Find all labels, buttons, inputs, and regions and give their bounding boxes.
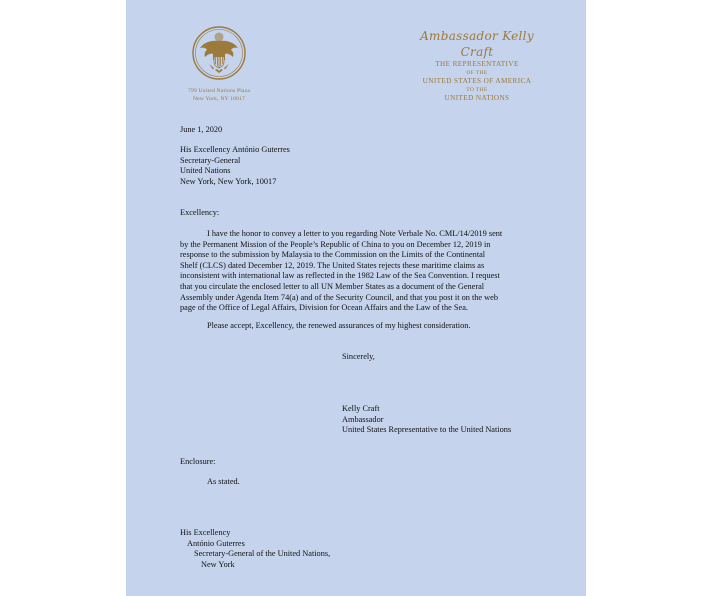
- envelope-line: His Excellency: [180, 528, 231, 537]
- envelope-line: New York: [201, 559, 235, 569]
- recipient-line: His Excellency António Guterres: [180, 145, 290, 154]
- letterhead-line-4: TO THE: [466, 86, 488, 93]
- letterhead-line-3: UNITED STATES OF AMERICA: [422, 77, 532, 85]
- body-paragraph-2: Please accept, Excellency, the renewed assurances of my highest consideration.: [207, 321, 471, 330]
- signer-position: United States Representative to the United Nations: [342, 425, 512, 435]
- envelope-line: António Guterres: [187, 538, 245, 548]
- signer-title: Ambassador: [342, 414, 384, 424]
- enclosure-label: Enclosure:: [180, 457, 216, 466]
- recipient-line: Secretary-General: [180, 155, 241, 165]
- paragraph-line: Shelf (CLCS) dated December 12, 2019. The United States rejects these maritime claims as: [180, 260, 485, 270]
- address-line-2: New York, NY 10017: [192, 96, 246, 102]
- salutation: Excellency:: [180, 208, 220, 217]
- paragraph-line: page of the Office of Legal Affairs, Division for Ocean Affairs and the Law of the Sea.: [180, 303, 468, 313]
- paragraph-line: by the Permanent Mission of the People’s Republic of China to you on December 12, 2019 in: [180, 239, 491, 249]
- embassy-address: [170, 87, 268, 103]
- letterhead-line-1: THE REPRESENTATIVE: [435, 60, 519, 68]
- letterhead-line-2: OF THE: [466, 69, 488, 76]
- paragraph-line: Assembly under Agenda Item 74(a) and of the Security Council, and that you post it on the web: [180, 292, 498, 302]
- body-paragraph-1: [180, 229, 530, 314]
- great-seal-eagle-icon: [192, 26, 246, 80]
- enclosure-text: As stated.: [207, 477, 240, 486]
- recipient-block: [180, 145, 290, 187]
- envelope-line: Secretary-General of the United Nations,: [194, 549, 331, 559]
- letterhead-signature-script: Ambassador Kelly Craft: [420, 29, 534, 59]
- letter-date: June 1, 2020: [180, 125, 223, 134]
- address-line-1: 799 United Nations Plaza: [187, 88, 251, 94]
- signature-block: [342, 404, 511, 436]
- letterhead: [402, 28, 552, 104]
- envelope-address: [180, 528, 330, 570]
- paragraph-line: response to the submission by Malaysia to the Commission on the Limits of the Continental: [180, 250, 486, 260]
- letterhead-line-5: UNITED NATIONS: [444, 94, 510, 102]
- recipient-line: New York, New York, 10017: [180, 176, 277, 186]
- letter-page: [126, 0, 586, 596]
- paragraph-line: I have the honor to convey a letter to you regarding Note Verbale No. CML/14/2019 sent: [207, 229, 503, 238]
- paragraph-line: that you circulate the enclosed letter to all UN Member States as a document of the General: [180, 281, 485, 291]
- recipient-line: United Nations: [180, 166, 231, 176]
- paragraph-line: inconsistent with international law as reflected in the 1982 Law of the Sea Convention. I request: [180, 271, 500, 281]
- signer-name: Kelly Craft: [342, 404, 380, 413]
- closing: Sincerely,: [342, 352, 375, 361]
